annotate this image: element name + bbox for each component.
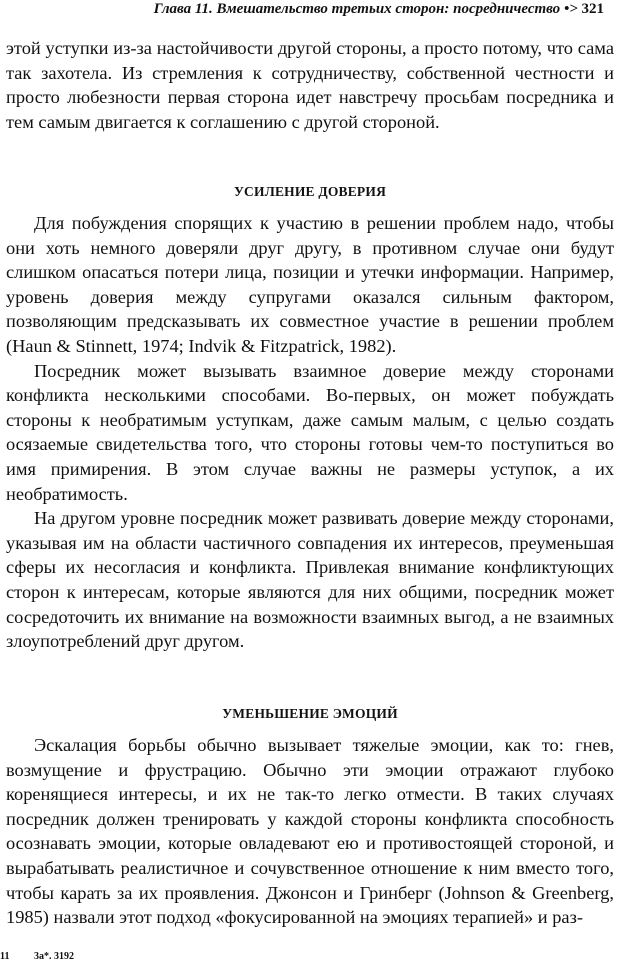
paragraph: Эскалация борьбы обычно вызывает тяжелые эмоции, как то: гнев, возмущение и фрустрацию. Обычно эти эмоции отражают глубоко коренящиеся интересы, и их не так-то легко отмести. В таких случаях посредник должен тренировать у каждой стороны конфликта способность осознавать эмоции, которые овладевают ею и противостоящей стороной, и вырабатывать реалистичное и сочувственное отношение к ним вместо того, чтобы карать за их проявления. Джонсон и Гринберг (Johnson & Greenberg, 1985) назвали этот подход «фокусированной на эмоциях терапией» и раз- bbox=[6, 735, 614, 928]
section-heading-trust: УСИЛЕНИЕ ДОВЕРИЯ bbox=[233, 184, 387, 199]
page-number: 321 bbox=[581, 1, 604, 17]
paragraph: Для побуждения спорящих к участию в решении проблем надо, чтобы они хоть немного доверяли друг другу, в противном случае они будут слишком опасаться потери лица, позиции и утечки информации. Например, уровень доверия между супругами оказался сильным фактором, позволяющим предсказывать их совместное участие в решении проблем (Haun & Stinnett, 1974; Indvik & Fitzpatrick, 1982). bbox=[6, 213, 614, 356]
running-head-title: Глава 11. Вмешательство третьих сторон: посредничество bbox=[153, 1, 561, 17]
running-head bbox=[154, 0, 604, 18]
section-body-trust bbox=[6, 211, 614, 654]
running-head-marker: •> bbox=[563, 1, 578, 17]
page-footer bbox=[0, 951, 74, 962]
paragraph: Посредник может вызывать взаимное доверие между сторонами конфликта несколькими способами. Во-первых, он может побуждать стороны к необратимым уступкам, даже самым малым, с целью создать осязаемые свидетельства того, что стороны готовы чем-то поступиться во имя примирения. В этом случае важны не размеры уступок, а их необратимость. bbox=[6, 360, 614, 504]
printer-signature: 3а*. 3192 bbox=[33, 951, 74, 962]
section-heading-emotions: УМЕНЬШЕНИЕ ЭМОЦИЙ bbox=[222, 706, 398, 721]
paragraph: На другом уровне посредник может развивать доверие между сторонами, указывая им на области частичного совпадения их интересов, преуменьшая сферы их несогласия и конфликта. Привлекая внимание конфликтующих сторон к интересам, которые являются для них общими, посредник может сосредоточить их внимание на возможности взаимных выгод, а не взаимных злоупотреблений друг другом. bbox=[6, 508, 614, 652]
sheet-number: 11 bbox=[0, 951, 10, 962]
section-body-emotions bbox=[6, 733, 614, 930]
continuation-paragraph: этой уступки из-за настойчивости другой стороны, а просто потому, что сама так захотела. Из стремления к сотрудничеству, собственной честности и просто любезности первая сторона идет навстречу просьбам посредника и тем самым двигается к соглашению с другой стороной. bbox=[6, 38, 614, 132]
continuation-block bbox=[6, 36, 614, 134]
